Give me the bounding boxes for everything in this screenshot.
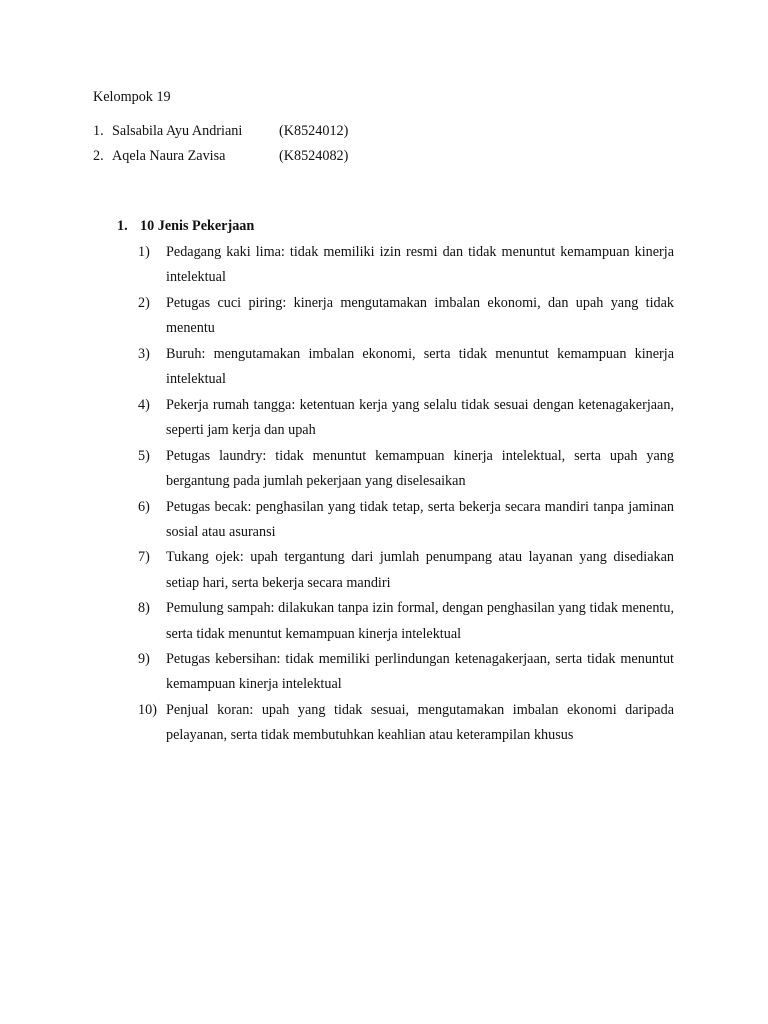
list-item-number: 2) [138,294,150,311]
list-item-text: Pemulung sampah: dilakukan tanpa izin formal, dengan penghasilan yang tidak menentu, serta tidak menuntut kemampuan kinerja intelektual [166,600,674,642]
list-item-text: Petugas cuci piring: kinerja mengutamakan imbalan ekonomi, dan upah yang tidak menentu [166,294,674,337]
section-number: 1. [117,218,128,234]
list-item-text: Petugas becak: penghasilan yang tidak tetap, serta bekerja secara mandiri tanpa jaminan sosial atau asuransi [166,498,674,540]
list-item-text: Pekerja rumah tangga: ketentuan kerja yang selalu tidak sesuai dengan ketenagakerjaan, seperti jam kerja dan upah [166,396,674,438]
list-item-text: Pedagang kaki lima: tidak memiliki izin resmi dan tidak menuntut kemampuan kinerja intelektual [166,244,674,286]
list-item [138,647,674,697]
list-item-number: 5) [138,447,150,464]
list-item-text: Penjual koran: upah yang tidak sesuai, mengutamakan imbalan ekonomi daripada pelayanan, serta tidak membutuhkan keahlian atau keterampilan khusus [166,702,674,744]
list-item [138,495,674,545]
list-item-text: Tukang ojek: upah tergantung dari jumlah penumpang atau layanan yang disediakan setiap hari, serta bekerja secara mandiri [166,549,674,591]
list-item-number: 6) [138,498,150,515]
list-item-number: 1) [138,244,150,260]
member-name: Aqela Naura Zavisa [112,148,226,164]
section-title: 10 Jenis Pekerjaan [140,218,255,234]
list-item [138,240,674,290]
list-item-text: Buruh: mengutamakan imbalan ekonomi, serta tidak menuntut kemampuan kinerja intelektual [166,345,674,388]
member-name: Salsabila Ayu Andriani [112,123,243,139]
list-item-number: 10) [138,702,157,719]
list-item-number: 7) [138,549,150,566]
list-item [138,291,674,341]
member-nim: (K8524012) [279,123,349,139]
list-item [138,393,674,443]
list-item-number: 8) [138,600,150,617]
list-item-text: Petugas laundry: tidak menuntut kemampuan kinerja intelektual, serta upah yang bergantung pada jumlah pekerjaan yang diselesaikan [166,447,674,489]
group-title: Kelompok 19 [93,89,171,105]
list-item [138,444,674,494]
list-item [138,342,674,392]
list-item [138,698,674,748]
member-number: 2. [93,148,104,164]
job-list [138,240,674,749]
list-item-number: 3) [138,345,150,362]
list-item [138,596,674,646]
list-item-text: Petugas kebersihan: tidak memiliki perlindungan ketenagakerjaan, serta tidak menuntut kemampuan kinerja intelektual [166,651,674,693]
list-item-number: 4) [138,396,150,413]
list-item [138,545,674,595]
list-item-number: 9) [138,651,150,668]
member-nim: (K8524082) [279,148,349,164]
member-number: 1. [93,123,104,139]
